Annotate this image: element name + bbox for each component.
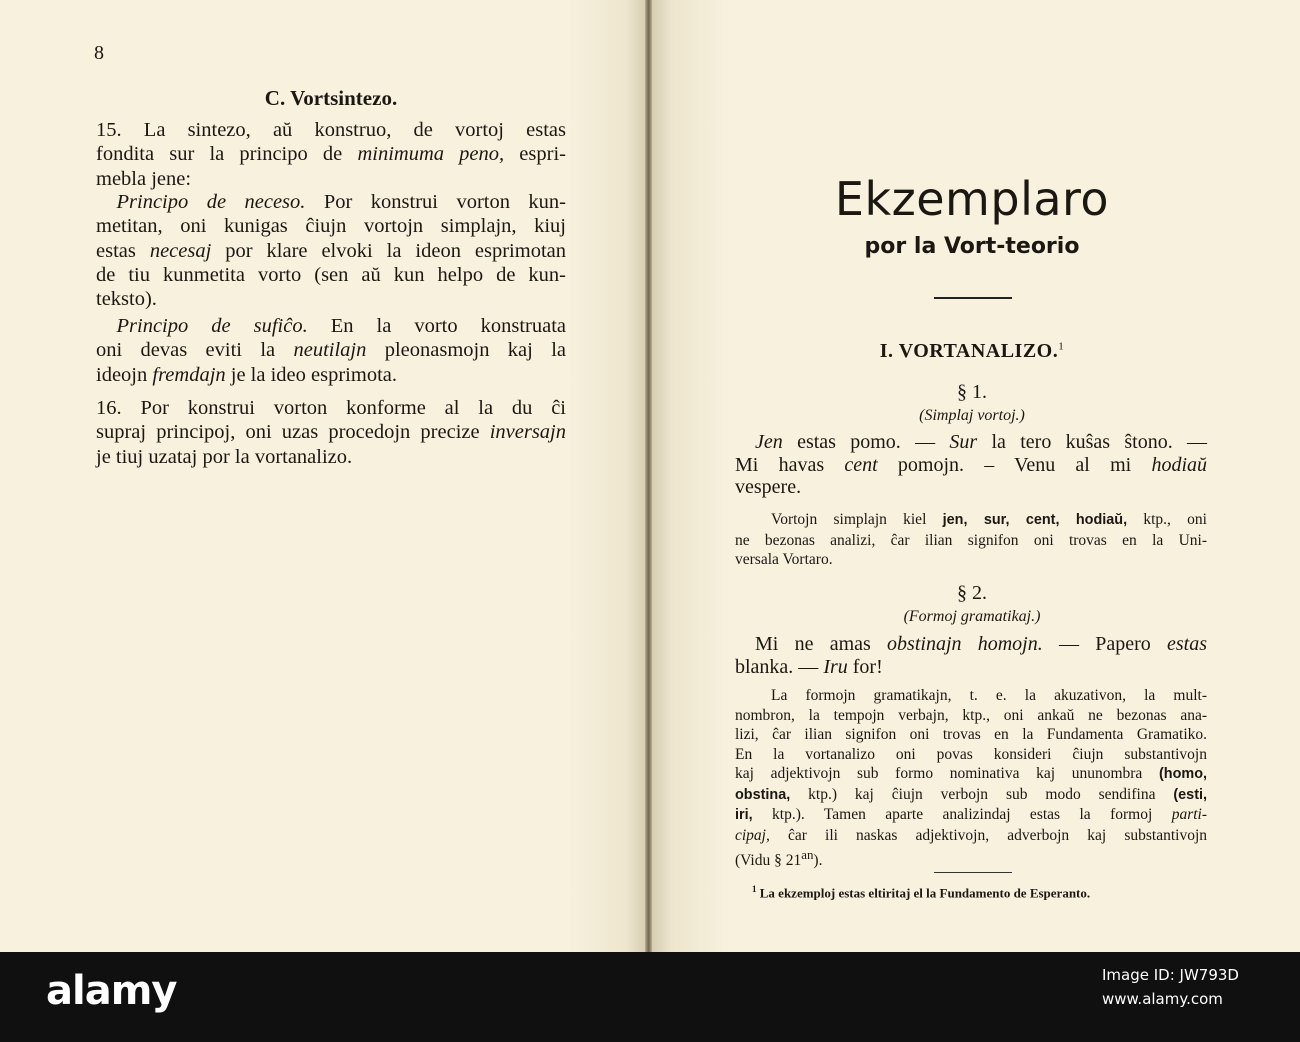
note-block-2 bbox=[735, 686, 1207, 871]
watermark-image-id: Image ID: JW793D bbox=[1102, 966, 1239, 984]
text-run: Mi havas bbox=[735, 453, 845, 476]
paragraph-principle-necessity bbox=[96, 190, 566, 311]
text-line: metitan, oni kunigas ĉiujn vortojn simplajn, kiuj bbox=[96, 215, 566, 238]
paragraph-15 bbox=[96, 118, 566, 191]
text-run: (Vidu § 21 bbox=[735, 852, 802, 870]
text-run: supraj principoj, oni uzas procedojn precize bbox=[96, 421, 490, 444]
text-line: je tiuj uzataj por la vortanalizo. bbox=[96, 445, 353, 468]
bold-text: (homo, bbox=[1158, 766, 1207, 782]
page-number: 8 bbox=[94, 42, 104, 64]
text-line: vespere. bbox=[735, 476, 802, 498]
text-run: la tero kuŝas ŝtono. — bbox=[977, 431, 1208, 453]
text-line bbox=[96, 314, 566, 338]
text-run: En la vorto konstruata bbox=[307, 315, 567, 337]
example-block-2 bbox=[735, 633, 1207, 678]
text-line bbox=[735, 805, 1207, 826]
bold-text: jen, sur, cent, hodiaŭ, bbox=[942, 512, 1128, 528]
text-run: Vortojn simplajn kiel bbox=[771, 511, 943, 528]
text-line: de tiu kunmetita vorto (sen aŭ kun helpo de kun- bbox=[96, 263, 566, 286]
book-gutter bbox=[645, 0, 652, 952]
text-line: versala Vortaro. bbox=[735, 551, 833, 568]
text-line bbox=[735, 431, 1207, 454]
text-line: 16. Por konstrui vorton konforme al la du ĉi bbox=[96, 397, 566, 419]
text-line: teksto). bbox=[96, 288, 157, 311]
text-run: ktp.). Tamen aparte analizindaj estas la formoj bbox=[752, 806, 1172, 823]
text-line bbox=[96, 142, 566, 166]
paragraph-number: § 2. bbox=[957, 582, 987, 604]
emphasis: hodiaŭ bbox=[1151, 453, 1207, 476]
book-subtitle: por la Vort-teorio bbox=[864, 234, 1080, 259]
emphasis: neutilajn bbox=[293, 339, 367, 362]
text-run: — Papero bbox=[1042, 633, 1168, 655]
text-run: je la ideo esprimota. bbox=[225, 363, 397, 386]
text-line bbox=[735, 454, 1207, 477]
text-line: mebla jene: bbox=[96, 167, 192, 190]
emphasis: obstinajn homojn. bbox=[887, 633, 1043, 655]
paragraph-number: § 1. bbox=[957, 381, 987, 403]
text-run: oni devas eviti la bbox=[96, 339, 294, 362]
text-run: for! bbox=[847, 655, 883, 678]
emphasis: parti- bbox=[1171, 806, 1207, 823]
text-line bbox=[96, 338, 566, 362]
paragraph-subtitle: (Formoj gramatikaj.) bbox=[903, 608, 1041, 625]
text-run: ideojn bbox=[96, 363, 153, 386]
text-line bbox=[735, 826, 1207, 846]
text-run: ktp.) kaj ĉiujn verbojn sub modo sendifina bbox=[790, 785, 1174, 803]
text-run: blanka. — bbox=[735, 655, 824, 678]
text-line: nombron, la tempojn verbajn, ktp., oni ankaŭ ne bezonas ana- bbox=[735, 706, 1207, 724]
footnote-divider bbox=[934, 872, 1012, 873]
text-line: lizi, ĉar ilian signifon oni trovas en la Fundamenta Gramatiko. bbox=[735, 726, 1207, 743]
text-line: En la vortanalizo oni povas konsideri ĉiujn substantivojn bbox=[735, 745, 1207, 763]
paragraph-16 bbox=[96, 396, 566, 469]
emphasis: Jen bbox=[755, 431, 783, 453]
text-line bbox=[96, 239, 566, 263]
text-line bbox=[735, 785, 1207, 806]
text-run: ĉar ili naskas adjektivojn, adverbojn kaj substantivojn bbox=[769, 826, 1207, 844]
text-run: kaj adjektivojn sub formo nominativa kaj ununombra bbox=[735, 765, 1159, 782]
text-line bbox=[735, 764, 1207, 785]
text-line bbox=[735, 656, 1207, 679]
text-line bbox=[735, 510, 1207, 531]
paragraph-subtitle: (Simplaj vortoj.) bbox=[919, 407, 1025, 424]
text-line bbox=[96, 363, 566, 387]
bold-text: (esti, bbox=[1173, 786, 1207, 803]
text-line bbox=[735, 845, 1207, 871]
emphasis: Sur bbox=[949, 431, 978, 453]
bold-text: iri, bbox=[735, 807, 753, 823]
text-run: espri- bbox=[504, 143, 566, 166]
footnote-text: La ekzemploj estas eltiritaj el la Fundamento de Esperanto. bbox=[759, 885, 1091, 901]
section-title: C. Vortsintezo. bbox=[264, 86, 398, 110]
section-heading bbox=[732, 340, 1212, 363]
section-heading-text: I. VORTANALIZO. bbox=[879, 340, 1059, 362]
text-run: pomojn. – Venu al mi bbox=[877, 453, 1152, 476]
emphasis: cipaj, bbox=[735, 826, 770, 844]
text-line bbox=[96, 420, 566, 444]
superscript: an bbox=[801, 847, 814, 862]
text-line: La formojn gramatikajn, t. e. la akuzativon, la mult- bbox=[771, 687, 1207, 704]
text-line: 15. La sintezo, aŭ konstruo, de vortoj estas bbox=[96, 119, 566, 141]
text-run: pleonasmojn kaj la bbox=[366, 339, 566, 362]
emphasis: inversajn bbox=[489, 421, 566, 444]
note-block-1 bbox=[735, 510, 1207, 570]
text-run: fondita sur la principo de bbox=[96, 143, 358, 166]
text-line bbox=[96, 190, 566, 214]
emphasis: estas bbox=[1167, 633, 1208, 655]
book-title: Ekzemplaro bbox=[834, 172, 1110, 226]
footnote-reference: 1 bbox=[1058, 340, 1065, 353]
text-line bbox=[735, 633, 1207, 656]
emphasis: Iru bbox=[823, 655, 848, 678]
text-line: ne bezonas analizi, ĉar ilian signifon oni trovas en la Uni- bbox=[735, 531, 1207, 549]
text-run: estas bbox=[96, 239, 150, 262]
text-run: ). bbox=[813, 852, 823, 870]
example-block-1 bbox=[735, 431, 1207, 499]
emphasis: necesaj bbox=[149, 239, 212, 262]
emphasis: minimuma peno, bbox=[357, 143, 505, 166]
emphasis: fremdajn bbox=[152, 363, 226, 386]
paragraph-principle-sufficiency bbox=[96, 314, 566, 387]
text-run: ktp., oni bbox=[1127, 511, 1207, 528]
watermark-logo: alamy bbox=[46, 968, 177, 1014]
footnote-mark: 1 bbox=[752, 884, 757, 894]
footnote bbox=[752, 884, 1192, 901]
watermark-url: www.alamy.com bbox=[1102, 990, 1223, 1008]
bold-text: obstina, bbox=[735, 786, 791, 803]
emphasis: Principo de sufiĉo. bbox=[116, 315, 308, 337]
text-run: estas pomo. — bbox=[782, 431, 950, 453]
text-run: Mi ne amas bbox=[755, 633, 888, 655]
emphasis: cent bbox=[844, 453, 878, 476]
divider bbox=[934, 297, 1012, 299]
text-run: por klare elvoki la ideon esprimotan bbox=[211, 239, 566, 262]
text-run: Por konstrui vorton kun- bbox=[305, 191, 566, 213]
emphasis: Principo de neceso. bbox=[116, 191, 306, 213]
